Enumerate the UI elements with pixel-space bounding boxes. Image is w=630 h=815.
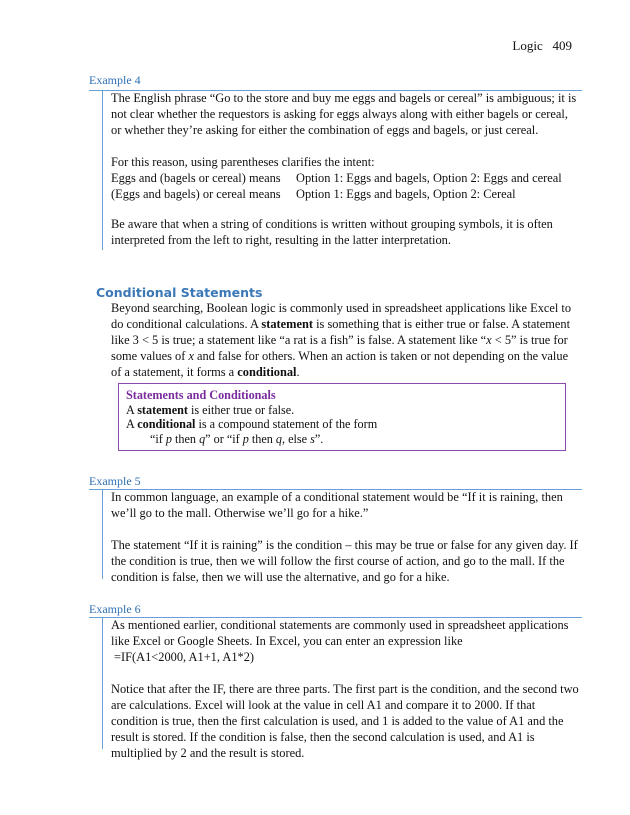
text-span: A	[126, 417, 138, 431]
section-title: Conditional Statements	[96, 285, 263, 300]
running-head-title: Logic	[512, 38, 543, 53]
example-4-body	[111, 90, 581, 202]
option-meaning: Option 1: Eggs and bagels, Option 2: Cereal	[296, 187, 516, 201]
text-span: is a compound statement of the form	[195, 417, 378, 431]
page-number: 409	[552, 38, 572, 53]
term-statement: statement	[261, 317, 313, 331]
example-6-side-rule	[102, 617, 103, 749]
table-row	[111, 170, 562, 186]
example-4-para-1: The English phrase “Go to the store and buy me eggs and bagels or cereal” is ambiguous; it is not clear whether the requestors is asking for eggs always along with either bagels or cereal, or whether they’re asking for either the combination of eggs and bagels, or just cereal.	[111, 91, 577, 137]
example-4-para-3: Be aware that when a string of conditions is written without grouping symbols, it is often interpreted from the left to right, resulting in the latter interpretation.	[111, 217, 553, 247]
text-span: “if	[150, 431, 166, 446]
example-6-body	[111, 617, 581, 761]
definition-statement	[126, 403, 565, 418]
text-span: .	[296, 365, 300, 379]
option-expression: Eggs and (bagels or cereal) means	[111, 171, 281, 185]
example-5-body	[111, 489, 581, 585]
text-span: ” or “if	[205, 431, 243, 446]
grouping-options-table	[111, 170, 562, 202]
option-meaning: Option 1: Eggs and bagels, Option 2: Eggs and cereal	[296, 171, 562, 185]
definition-box	[118, 383, 566, 451]
example-5-label: Example 5	[89, 474, 141, 488]
text-span: < 5” is true for some values of	[111, 333, 568, 363]
definition-box-title: Statements and Conditionals	[126, 388, 276, 402]
example-6-para-1: As mentioned earlier, conditional statements are commonly used in spreadsheet applications like Excel or Google Sheets. In Excel, you can enter an expression like	[111, 618, 569, 648]
text-span: then	[172, 431, 200, 446]
conditional-forms	[126, 432, 565, 447]
option-expression: (Eggs and bagels) or cereal means	[111, 187, 281, 201]
variable-q: q	[275, 431, 282, 446]
text-span: then	[248, 431, 276, 446]
variable-p: p	[242, 431, 249, 446]
variable-p: p	[165, 431, 172, 446]
text-span: Beyond searching, Boolean logic is commonly used in spreadsheet applications like Excel to do conditional calculations. A	[111, 301, 572, 331]
term-conditional: conditional	[137, 417, 196, 431]
text-span: ”.	[314, 431, 324, 446]
text-span: is something that is either true or false. A statement like 3 < 5 is true; a statement like “a rat is a fish” is false. A statement like “	[111, 317, 571, 347]
text-span: and false for others. When an action is taken or not depending on the value of a statement, it forms a	[111, 349, 569, 379]
variable-x: x	[486, 333, 492, 347]
example-5-para-1: In common language, an example of a conditional statement would be “If it is raining, then we’ll go to the mall. Otherwise we’ll go for a hike.”	[111, 490, 563, 520]
definition-conditional	[126, 417, 565, 432]
term-statement: statement	[137, 402, 188, 417]
term-conditional: conditional	[237, 365, 297, 379]
example-5-side-rule	[102, 489, 103, 579]
section-paragraph	[111, 300, 581, 380]
excel-formula: =IF(A1<2000, A1+1, A1*2)	[114, 650, 255, 664]
text-span: , else	[282, 431, 311, 446]
example-6-para-2: Notice that after the IF, there are three parts. The first part is the condition, and the second two are calculations. Excel will look at the value in cell A1 and compare it to 2000. If that condition is true, then the first calculation is used, and 1 is added to the value of A1 and the result is stored. If the condition is false, then the second calculation is used, and A1 is multiplied by 2 and the result is stored.	[111, 682, 579, 760]
variable-x: x	[188, 349, 194, 363]
text-span: is either true or false.	[187, 402, 295, 417]
variable-s: s	[310, 431, 315, 446]
example-4-para-2-intro: For this reason, using parentheses clarifies the intent:	[111, 155, 375, 169]
example-5-para-2: The statement “If it is raining” is the condition – this may be true or false for any given day. If the condition is true, then we will follow the first course of action, and go to the mall. If the condition is false, then we will use the alternative, and go for a hike.	[111, 538, 578, 584]
example-6-label: Example 6	[89, 602, 141, 616]
text-span: A	[126, 402, 138, 417]
example-4-label: Example 4	[89, 73, 141, 87]
running-header	[512, 38, 572, 54]
variable-q: q	[199, 431, 206, 446]
table-row	[111, 186, 562, 202]
example-4-side-rule	[102, 90, 103, 250]
